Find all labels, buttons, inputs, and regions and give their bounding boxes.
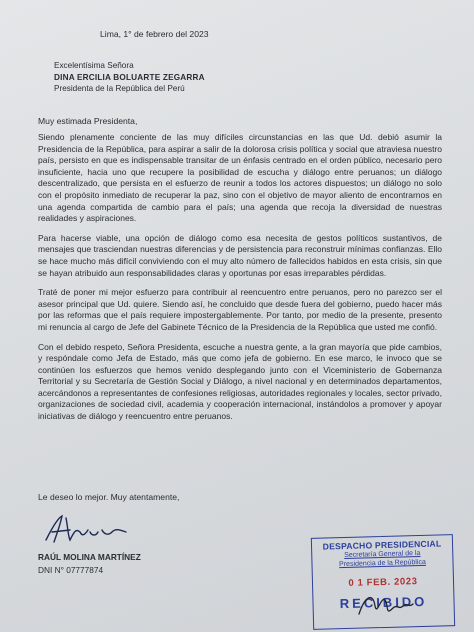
stamp-initials-signature xyxy=(355,586,415,626)
stamp-title: DESPACHO PRESIDENCIAL xyxy=(322,538,442,552)
recipient-name: DINA ERCILIA BOLUARTE ZEGARRA xyxy=(54,72,205,82)
stamp-status: RECIBIDO xyxy=(339,593,428,612)
paragraph-1: Siendo plenamente conciente de las muy difíciles circunstancias en las que Ud. debió asumir la Presidencia de la República, para aspirar a salir de la dolorosa crisis política y social que atraviesa nuestro país, persisto en que es indispensable transitar de un énfasis centrado en el orden público, necesario pero insuficiente, hacia uno que recupere la posibilidad de escucha y diálogo entre peruanos; un diálogo descentralizado, que persista en el esfuerzo de reunir a todos los actores dispuestos; un diálogo no solo con el propósito inmediato de recuperar la paz, sino con el objetivo de mayor aliento de encontrarnos en una agenda compartida de cambio para el país; una agenda que recoja la diversidad de nuestras realidades y aspiraciones. xyxy=(38,132,442,224)
greeting: Muy estimada Presidenta, xyxy=(38,116,138,126)
recipient-block xyxy=(54,60,205,95)
date-line: Lima, 1° de febrero del 2023 xyxy=(100,29,209,39)
recipient-position: Presidenta de la República del Perú xyxy=(54,84,185,93)
paragraph-3: Traté de poner mi mejor esfuerzo para contribuir al reencuentro entre peruanos, pero no parezco ser el asesor principal que Ud. quiere. Siendo así, he concluido que desde fuera del gobierno, puedo hacer más por las reformas que el país requiere impostergablemente. Por tanto, por medio de la presente, presento mi renuncia al cargo de Jefe del Gabinete Técnico de la Presidencia de la República que usted me confió. xyxy=(38,287,442,332)
signer-dni: DNI N° 07777874 xyxy=(38,565,104,575)
letter-body xyxy=(38,132,442,431)
recipient-salutation-title: Excelentísima Señora xyxy=(54,61,134,70)
closing-line: Le deseo lo mejor. Muy atentamente, xyxy=(38,492,180,502)
paragraph-2: Para hacerse viable, una opción de diálogo como esa necesita de gestos políticos sustantivos, de mensajes que trasciendan nuestras diferencias y de persistencia para reconstruir mínimas confianzas. Ello se hace mucho más difícil conviviendo con el muy alto número de fallecidos habidos en esta crisis, sin que se hayan atribuido aun responsabilidades claras y oportunas por esas irreparables pérdidas. xyxy=(38,232,442,278)
stamp-line-1: Secretaría General de la xyxy=(344,550,421,560)
stamp-line-2: Presidencia de la República xyxy=(339,558,426,569)
signer-name: RAÚL MOLINA MARTÍNEZ xyxy=(38,552,141,562)
paragraph-4: Con el debido respeto, Señora Presidenta, escuche a nuestra gente, a la gran mayoría que pide cambios, y respóndale como Jefa de Estado, más que como jefa de gobierno. En ese marco, le invoco que se continúen los esfuerzos que hemos venido desplegando junto con el Viceministerio de Gobernanza Territorial y su Secretaría de Gestión Social y Diálogo, a nivel nacional y en determinados departamentos, acercándonos a representantes de confesiones religiosas, autoridades regionales y locales, sector privado, organizaciones de sociedad civil, academia y cooperación internacional, instándolos a promover y apoyar iniciativas de diálogo y reencuentro entre peruanos. xyxy=(38,341,442,422)
handwritten-signature xyxy=(42,510,132,550)
stamp-date: 0 1 FEB. 2023 xyxy=(348,576,418,589)
signer-block xyxy=(38,551,141,577)
